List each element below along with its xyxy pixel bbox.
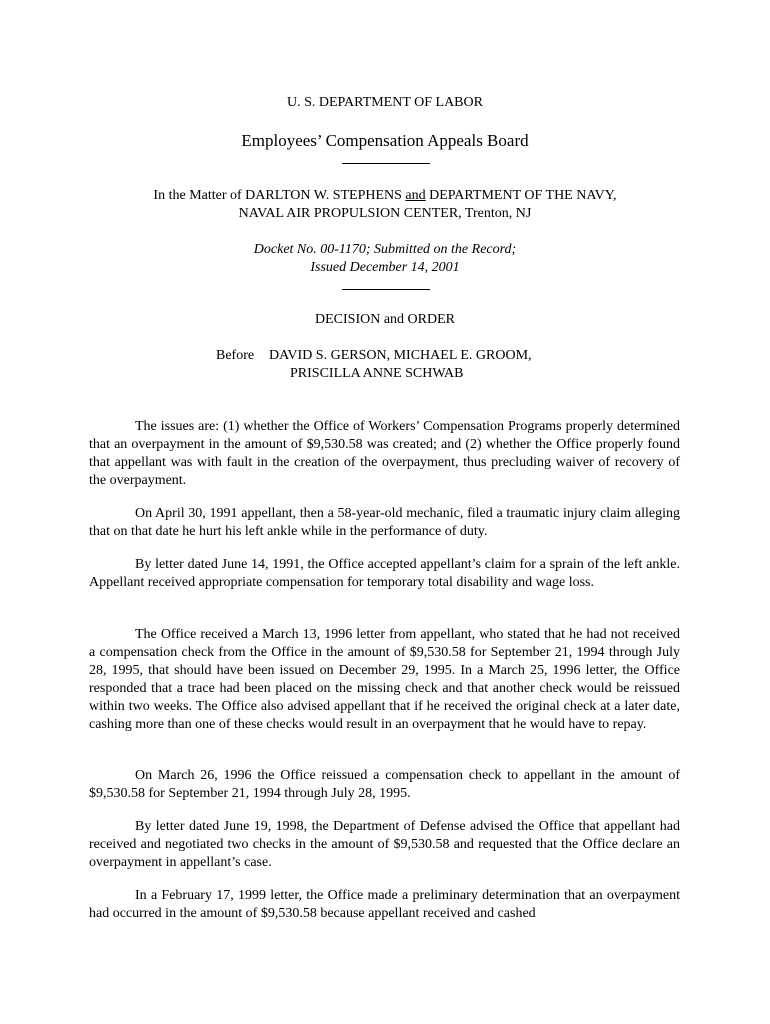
department-heading: U. S. DEPARTMENT OF LABOR	[287, 95, 483, 110]
paragraph-dod-letter: By letter dated June 19, 1998, the Department of Defense advised the Office that appellant had received and negotiated two checks in the amount of $9,530.58 and requested that the Office declare an overpayment in appellant’s case.	[89, 819, 680, 870]
before-label: Before	[216, 348, 255, 363]
paragraph-reissue: On March 26, 1996 the Office reissued a compensation check to appellant in the amount of $9,530.58 for September 21, 1994 through July 28, 1995.	[89, 768, 680, 801]
paragraph-preliminary-determination: In a February 17, 1999 letter, the Office made a preliminary determination that an overpayment had occurred in the amount of $9,530.58 because appellant received and cashed	[89, 888, 680, 921]
docket-info	[0, 241, 770, 277]
paragraph-claim: On April 30, 1991 appellant, then a 58-year-old mechanic, filed a traumatic injury claim alleging that on that date he hurt his left ankle while in the performance of duty.	[89, 506, 680, 539]
decision-title: DECISION and ORDER	[315, 312, 455, 327]
case-caption	[0, 187, 770, 223]
case-caption-line-1	[0, 187, 770, 205]
docket-divider	[342, 289, 430, 290]
paragraph-missing-check: The Office received a March 13, 1996 letter from appellant, who stated that he had not received a compensation check from the Office in the amount of $9,530.58 for September 21, 1994 through July 28, 1995, that should have been issued on December 29, 1995. In a March 25, 1996 letter, the Office responded that a trace had been placed on the missing check and that another check would be reissued within two weeks. The Office also advised appellant that if he received the original check at a later date, cashing more than one of these checks would result in an overpayment that he would have to repay.	[89, 627, 680, 732]
caption-agency: DEPARTMENT OF THE NAVY,	[425, 188, 617, 203]
board-title: Employees’ Compensation Appeals Board	[241, 131, 529, 150]
header-divider	[342, 163, 430, 164]
caption-and: and	[405, 188, 426, 203]
panel-names-line-1: DAVID S. GERSON, MICHAEL E. GROOM,	[269, 348, 532, 363]
caption-claimant: In the Matter of DARLTON W. STEPHENS	[153, 188, 406, 203]
case-caption-line-2: NAVAL AIR PROPULSION CENTER, Trenton, NJ	[238, 206, 532, 221]
docket-line-2: Issued December 14, 2001	[310, 260, 460, 275]
paragraph-acceptance: By letter dated June 14, 1991, the Office accepted appellant’s claim for a sprain of the left ankle. Appellant received appropriate compensation for temporary total disability and wage loss.	[89, 557, 680, 590]
paragraph-issues: The issues are: (1) whether the Office of Workers’ Compensation Programs properly determined that an overpayment in the amount of $9,530.58 was created; and (2) whether the Office properly found that appellant was with fault in the creation of the overpayment, thus precluding waiver of recovery of the overpayment.	[89, 419, 680, 488]
panel-names-line-2: PRISCILLA ANNE SCHWAB	[290, 366, 464, 381]
docket-line-1: Docket No. 00-1170; Submitted on the Record;	[253, 242, 517, 257]
